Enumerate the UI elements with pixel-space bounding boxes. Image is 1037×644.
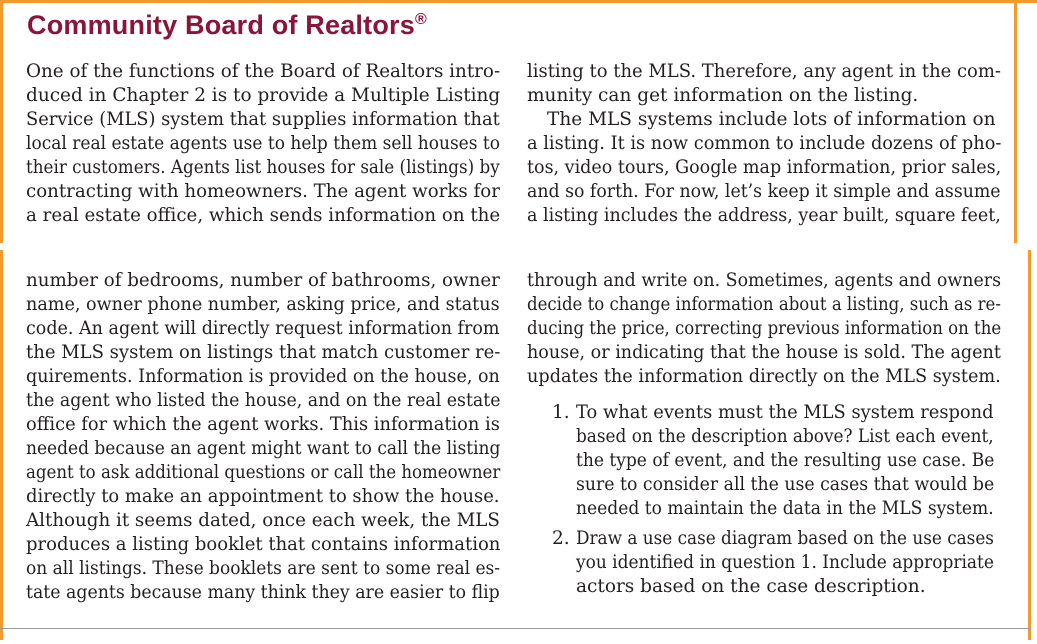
text-line: the MLS system on listings that match customer re- (26, 342, 501, 363)
page-frame-right-lower (1028, 250, 1031, 640)
text-line: produces a listing booklet that contains information (26, 534, 501, 555)
text-line: contracting with homeowners. The agent works for (26, 181, 500, 202)
text-line: a real estate office, which sends information on the (26, 205, 501, 226)
question-text-line: needed to maintain the data in the MLS system. (576, 498, 994, 519)
text-line: tos, video tours, Google map information, prior sales, (527, 157, 1002, 178)
registered-mark: ® (414, 11, 427, 28)
text-line: Although it seems dated, once each week, the MLS (26, 510, 500, 531)
question-text-line: actors based on the case description. (576, 576, 926, 597)
text-line: local real estate agents use to help them sell houses to (26, 133, 501, 154)
page-bottom-rule (0, 628, 1031, 629)
text-line: a listing. It is now common to include dozens of pho- (527, 133, 1002, 154)
text-line: directly to make an appointment to show the house. (26, 486, 500, 507)
text-line: quirements. Information is provided on the house, on (26, 366, 500, 387)
text-line: needed because an agent might want to call the listing (26, 438, 501, 459)
case-title (27, 10, 427, 41)
question-text-line: based on the description above? List each event, (576, 426, 994, 447)
question-text-line: To what events must the MLS system respond (576, 402, 994, 423)
question-text-line: you identified in question 1. Include appropriate (576, 552, 994, 573)
text-line: decide to change information about a listing, such as re- (527, 294, 1001, 315)
text-line: their customers. Agents list houses for sale (listings) by (26, 157, 500, 178)
text-line: munity can get information on the listing. (527, 85, 919, 106)
text-line: updates the information directly on the MLS system. (527, 366, 1001, 387)
page-frame-right (1014, 0, 1017, 243)
page-frame-top (0, 0, 1037, 3)
text-line: on all listings. These booklets are sent to some real es- (26, 558, 501, 579)
question-text-line: sure to consider all the use cases that would be (576, 474, 995, 495)
text-line: ducing the price, correcting previous information on the (527, 318, 1002, 339)
page-frame-left-lower (0, 250, 3, 640)
question-number: 2. (552, 528, 570, 549)
text-line: listing to the MLS. Therefore, any agent in the com- (527, 61, 1001, 82)
text-line: code. An agent will directly request information from (26, 318, 500, 339)
question-text-line: Draw a use case diagram based on the use cases (576, 528, 994, 549)
text-line: number of bedrooms, number of bathrooms, owner (26, 270, 500, 291)
text-line: the agent who listed the house, and on the real estate (26, 390, 501, 411)
text-line: agent to ask additional questions or call the homeowner (26, 462, 501, 483)
page-break-gap (0, 243, 1037, 250)
case-title-text: Community Board of Realtors (27, 10, 415, 40)
text-line: house, or indicating that the house is sold. The agent (527, 342, 1001, 363)
text-line: a listing includes the address, year built, square feet, (527, 205, 1001, 226)
text-line: and so forth. For now, let’s keep it simple and assume (527, 181, 1001, 202)
text-line: duced in Chapter 2 is to provide a Multiple Listing (26, 85, 501, 106)
question-number: 1. (552, 402, 570, 423)
text-line: Service (MLS) system that supplies information that (26, 109, 500, 130)
text-line: through and write on. Sometimes, agents and owners (527, 270, 1002, 291)
text-line: The MLS systems include lots of information on (547, 109, 996, 130)
text-line: One of the functions of the Board of Realtors intro- (26, 61, 501, 82)
text-line: office for which the agent works. This information is (26, 414, 500, 435)
question-text-line: the type of event, and the resulting use case. Be (576, 450, 995, 471)
page-frame-left (0, 0, 3, 243)
text-line: name, owner phone number, asking price, and status (26, 294, 500, 315)
text-line: tate agents because many think they are easier to flip (26, 582, 500, 603)
